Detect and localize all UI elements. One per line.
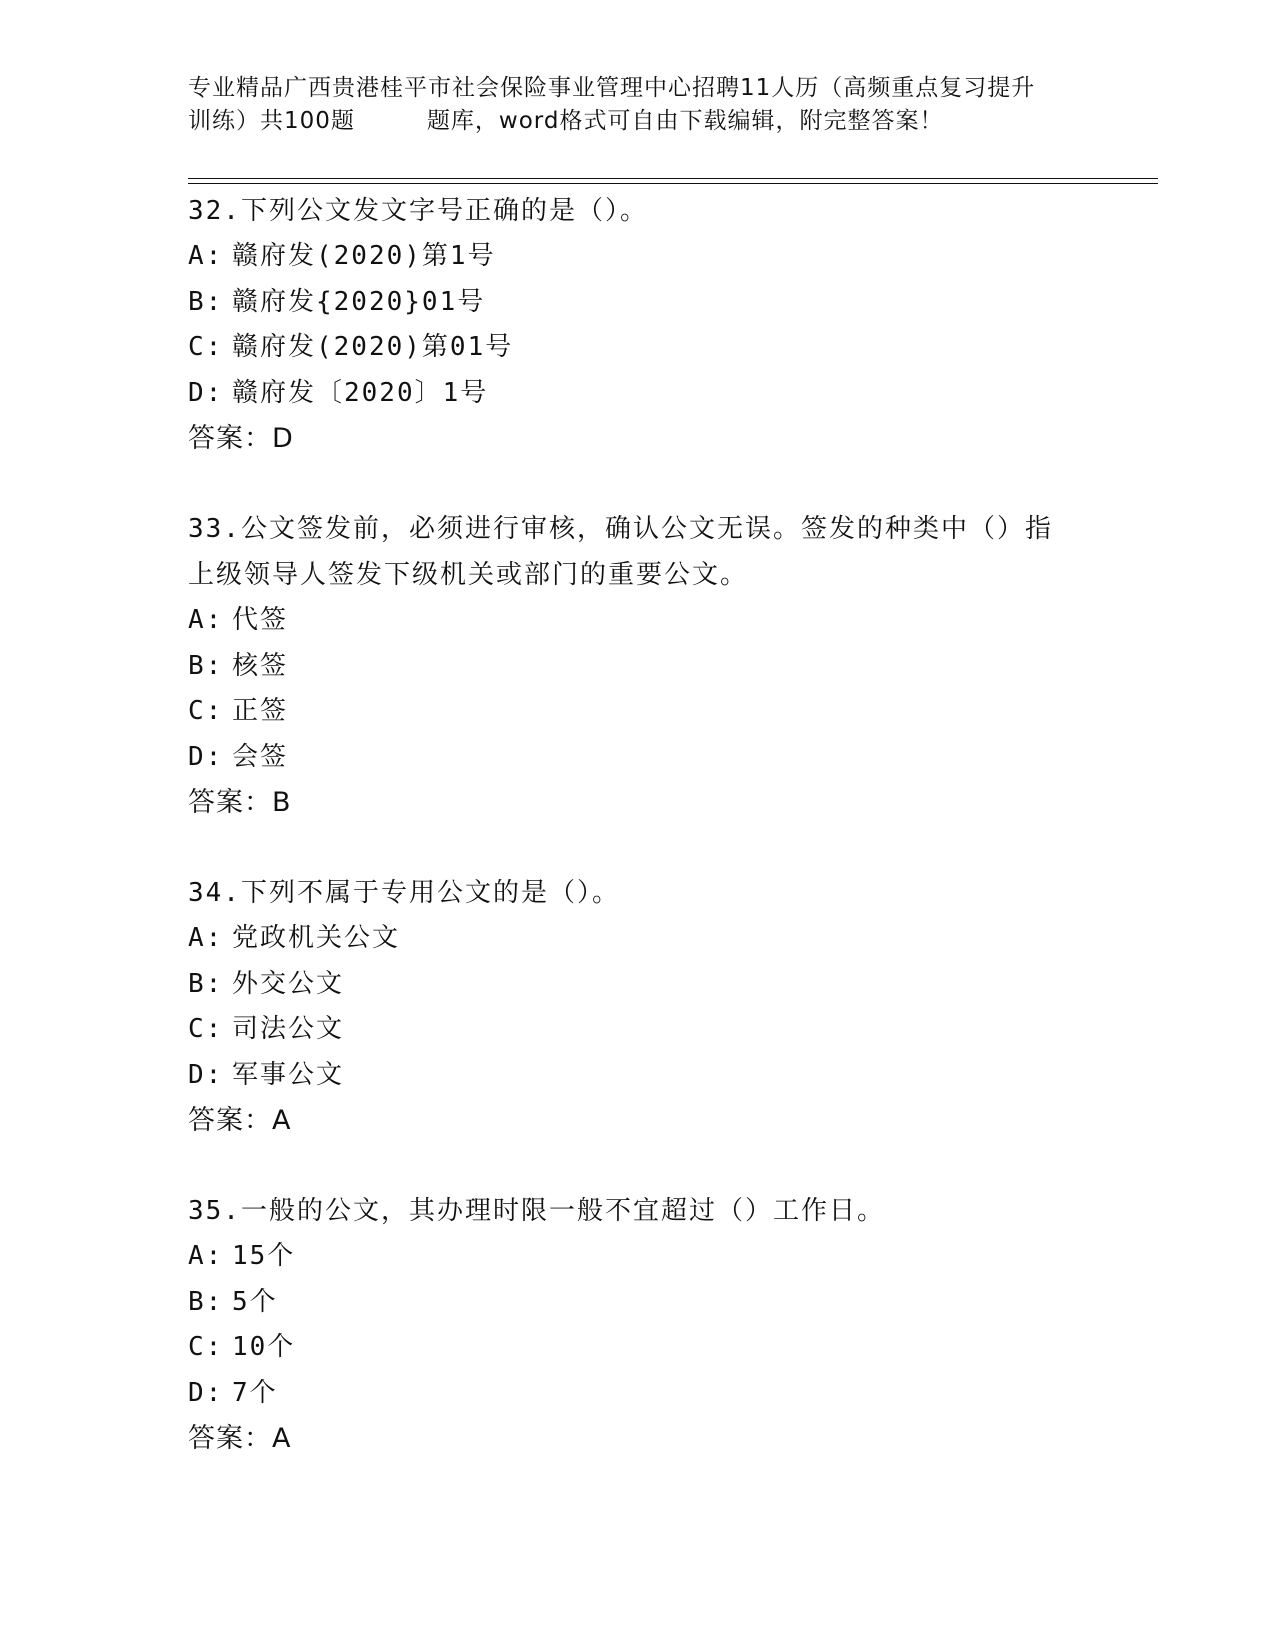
option-a <box>188 916 1088 962</box>
option-d <box>188 371 1088 417</box>
option-text: 赣府发〔2020〕1号 <box>232 377 489 408</box>
option-text: 赣府发(2020)第01号 <box>232 332 514 362</box>
option-key: C: <box>188 696 224 726</box>
question-34 <box>188 870 1088 1144</box>
header-divider-bottom <box>188 183 1158 184</box>
option-text: 10个 <box>232 1332 296 1362</box>
option-key: D: <box>188 377 224 408</box>
option-key: B: <box>188 968 224 999</box>
option-text: 核签 <box>232 650 289 681</box>
header-divider-top <box>188 178 1158 179</box>
answer: 答案：D <box>188 423 294 454</box>
option-c <box>188 689 1088 735</box>
question-33 <box>188 506 1088 826</box>
header-line-2-part-1: 训练）共100题 <box>188 108 355 134</box>
option-key: A: <box>188 605 224 635</box>
option-key: D: <box>188 1059 224 1090</box>
question-stem: 32.下列公文发文字号正确的是（）。 <box>188 196 648 226</box>
header-line-1: 专业精品广西贵港桂平市社会保险事业管理中心招聘11人历（高频重点复习提升 <box>188 75 1036 101</box>
option-d <box>188 735 1088 781</box>
option-key: B: <box>188 650 224 681</box>
option-key: C: <box>188 1332 224 1362</box>
document-header <box>188 72 1088 138</box>
option-text: 党政机关公文 <box>232 923 401 953</box>
option-text: 7个 <box>232 1377 278 1408</box>
question-stem: 34.下列不属于专用公文的是（）。 <box>188 878 620 908</box>
option-text: 外交公文 <box>232 968 345 999</box>
option-d <box>188 1371 1088 1417</box>
option-c <box>188 325 1088 371</box>
answer: 答案：A <box>188 1105 292 1136</box>
option-key: B: <box>188 286 224 317</box>
option-text: 代签 <box>232 605 289 635</box>
option-key: A: <box>188 241 224 271</box>
option-text: 正签 <box>232 696 289 726</box>
option-key: A: <box>188 1241 224 1271</box>
option-text: 赣府发{2020}01号 <box>232 286 486 317</box>
option-a <box>188 598 1088 644</box>
option-a <box>188 234 1088 280</box>
option-d <box>188 1053 1088 1099</box>
option-text: 5个 <box>232 1286 278 1317</box>
option-text: 15个 <box>232 1241 296 1271</box>
option-key: D: <box>188 1377 224 1408</box>
option-text: 会签 <box>232 741 289 772</box>
option-key: B: <box>188 1286 224 1317</box>
option-a <box>188 1234 1088 1280</box>
answer: 答案：A <box>188 1423 292 1454</box>
header-line-2 <box>188 105 1088 138</box>
option-key: D: <box>188 741 224 772</box>
question-stem-line-1: 33.公文签发前，必须进行审核，确认公文无误。签发的种类中（）指 <box>188 514 1053 544</box>
option-b <box>188 1280 1088 1326</box>
question-stem-line-2: 上级领导人签发下级机关或部门的重要公文。 <box>188 560 749 590</box>
question-stem: 35.一般的公文，其办理时限一般不宜超过（）工作日。 <box>188 1196 885 1226</box>
option-key: A: <box>188 923 224 953</box>
question-32 <box>188 188 1088 462</box>
question-35 <box>188 1188 1088 1462</box>
option-c <box>188 1007 1088 1053</box>
answer: 答案：B <box>188 787 292 818</box>
option-b <box>188 280 1088 326</box>
question-list <box>188 188 1088 1506</box>
option-b <box>188 644 1088 690</box>
option-key: C: <box>188 1014 224 1044</box>
option-text: 司法公文 <box>232 1014 345 1044</box>
option-b <box>188 962 1088 1008</box>
option-text: 赣府发(2020)第1号 <box>232 241 496 271</box>
option-text: 军事公文 <box>232 1059 345 1090</box>
header-line-2-part-2: 题库，word格式可自由下载编辑，附完整答案！ <box>426 108 944 134</box>
option-key: C: <box>188 332 224 362</box>
option-c <box>188 1325 1088 1371</box>
